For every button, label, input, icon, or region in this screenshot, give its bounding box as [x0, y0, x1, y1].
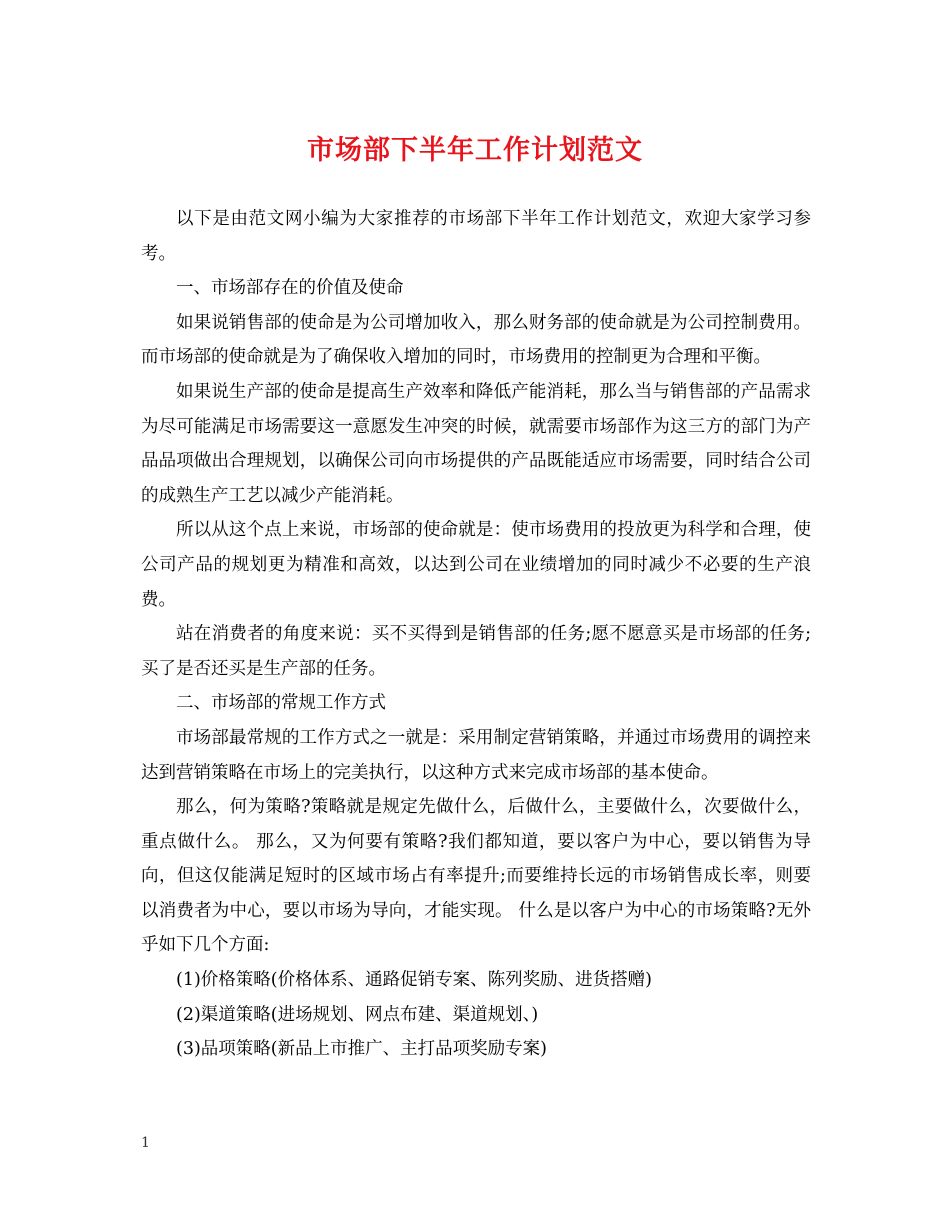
- body-paragraph: 市场部最常规的工作方式之一就是：采用制定营销策略，并通过市场费用的调控来达到营销策略在市场上的完美执行，以这种方式来完成市场部的基本使命。: [141, 727, 811, 783]
- section-heading-1: 一、市场部存在的价值及使命: [176, 278, 404, 299]
- list-item: (3)品项策略(新品上市推广、主打品项奖励专案): [176, 1039, 547, 1060]
- list-item: (2)渠道策略(进场规划、网点布建、渠道规划、): [176, 1004, 539, 1025]
- body-paragraph: 如果说销售部的使命是为公司增加收入，那么财务部的使命就是为公司控制费用。而市场部的使命就是为了确保收入增加的同时，市场费用的控制更为合理和平衡。: [141, 312, 811, 368]
- section-heading-2: 二、市场部的常规工作方式: [176, 693, 386, 714]
- document-body: [141, 202, 811, 1067]
- body-paragraph: 所以从这个点上来说，市场部的使命就是：使市场费用的投放更为科学和合理，使公司产品的规划更为精准和高效，以达到公司在业绩增加的同时减少不必要的生产浪费。: [141, 520, 811, 610]
- document-title: 市场部下半年工作计划范文: [307, 135, 643, 166]
- body-paragraph: 那么，何为策略?策略就是规定先做什么，后做什么，主要做什么，次要做什么，重点做什么。 那么，又为何要有策略?我们都知道，要以客户为中心，要以销售为导向，但这仅能满足短时的区域市场占有率提升;而要维持长远的市场销售成长率，则要以消费者为中心，要以市场为导向，才能实现。 什么是以客户为中心的市场策略?无外乎如下几个方面:: [141, 797, 811, 956]
- intro-paragraph: 以下是由范文网小编为大家推荐的市场部下半年工作计划范文，欢迎大家学习参考。: [141, 209, 811, 264]
- page-number: 1: [141, 1135, 150, 1151]
- body-paragraph: 如果说生产部的使命是提高生产效率和降低产能消耗，那么当与销售部的产品需求为尽可能满足市场需要这一意愿发生冲突的时候，就需要市场部作为这三方的部门为产品品项做出合理规划，以确保公司向市场提供的产品既能适应市场需要，同时结合公司的成熟生产工艺以减少产能消耗。: [141, 381, 811, 506]
- list-item: (1)价格策略(价格体系、通路促销专案、陈列奖励、进货搭赠): [176, 970, 652, 991]
- body-paragraph: 站在消费者的角度来说：买不买得到是销售部的任务;愿不愿意买是市场部的任务;买了是否还买是生产部的任务。: [141, 624, 811, 679]
